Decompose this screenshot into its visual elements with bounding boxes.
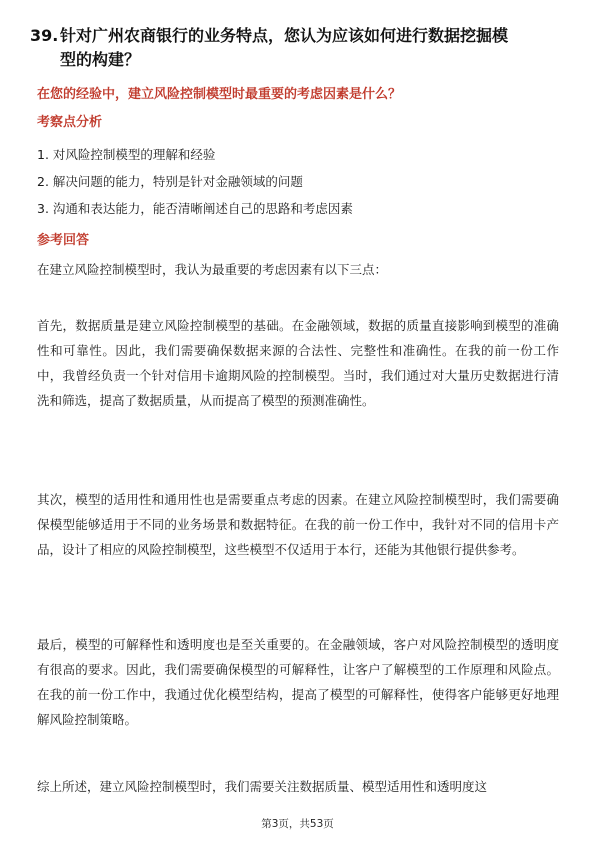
question-number: 39. xyxy=(30,26,59,45)
analysis-heading: 考察点分析 xyxy=(37,115,103,130)
question-title xyxy=(30,24,570,72)
answer-paragraph-1: 首先，数据质量是建立风险控制模型的基础。在金融领域，数据的质量直接影响到模型的准确性和可靠性。因此，我们需要确保数据来源的合法性、完整性和准确性。在我的前一份工作中，我曾经负责一个针对信用卡逾期风险的控制模型。当时，我们通过对大量历史数据进行清洗和筛选，提高了数据质量，从而提高了模型的预测准确性。 xyxy=(37,318,559,408)
answer-paragraph-3: 最后，模型的可解释性和透明度也是至关重要的。在金融领域，客户对风险控制模型的透明度有很高的要求。因此，我们需要确保模型的可解释性，让客户了解模型的工作原理和风险点。在我的前一份工作中，我通过优化模型结构，提高了模型的可解释性，使得客户能够更好地理解风险控制策略。 xyxy=(37,637,559,727)
list-item: 2. 解决问题的能力，特别是针对金融领域的问题 xyxy=(37,174,303,189)
page-footer: 第3页，共53页 xyxy=(261,818,334,830)
answer-paragraph-4: 综上所述，建立风险控制模型时，我们需要关注数据质量、模型适用性和透明度这 xyxy=(37,779,488,794)
answer-intro: 在建立风险控制模型时，我认为最重要的考虑因素有以下三点： xyxy=(37,262,388,277)
answer-paragraph-2: 其次，模型的适用性和通用性也是需要重点考虑的因素。在建立风险控制模型时，我们需要确保模型能够适用于不同的业务场景和数据特征。在我的前一份工作中，我针对不同的信用卡产品，设计了相应的风险控制模型，这些模型不仅适用于本行，还能为其他银行提供参考。 xyxy=(37,492,559,557)
sub-question: 在您的经验中，建立风险控制模型时最重要的考虑因素是什么？ xyxy=(37,87,402,102)
list-item: 3. 沟通和表达能力，能否清晰阐述自己的思路和考虑因素 xyxy=(37,201,353,216)
answer-heading: 参考回答 xyxy=(37,233,90,248)
question-title-line1: 针对广州农商银行的业务特点，您认为应该如何进行数据挖掘模 xyxy=(60,26,509,45)
analysis-list xyxy=(37,141,557,222)
list-item: 1. 对风险控制模型的理解和经验 xyxy=(37,147,216,162)
question-title-line2: 型的构建？ xyxy=(60,50,141,69)
